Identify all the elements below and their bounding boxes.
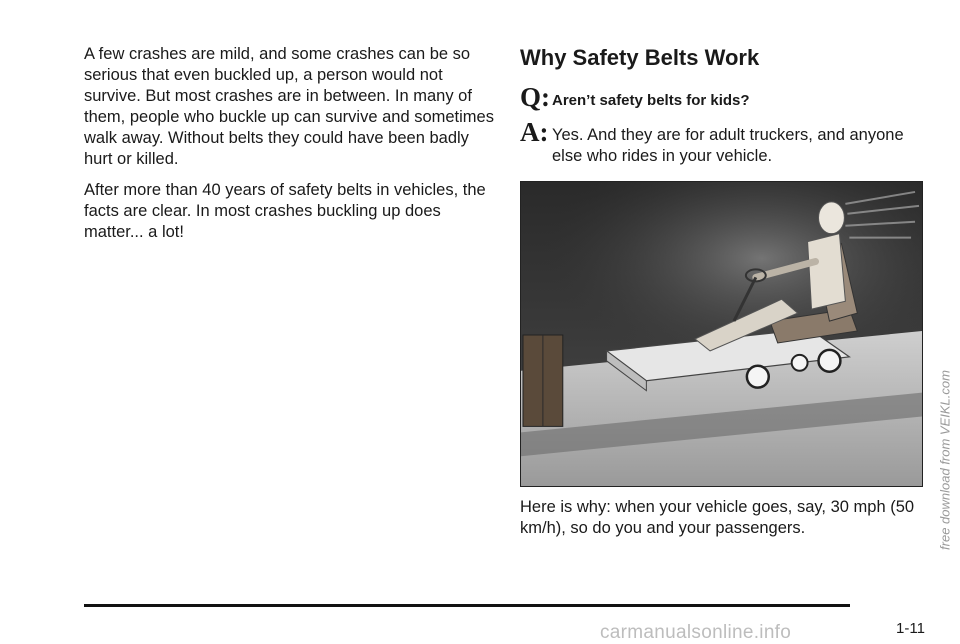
bottom-watermark: carmanualsonline.info <box>600 622 792 643</box>
footer-rule <box>84 604 850 607</box>
question-text: Aren’t safety belts for kids? <box>552 92 750 109</box>
caption-text: Here is why: when your vehicle goes, say, 30 mph (50 km/h), so do you and your passengers. <box>520 498 915 537</box>
side-watermark-text: free download from VEIKL.com <box>937 370 953 550</box>
dummy-head <box>819 202 845 234</box>
paragraph-facts: After more than 40 years of safety belts in vehicles, the facts are clear. In most crashes buckling up does matter... a lot! <box>84 181 486 241</box>
question-marker: Q: <box>520 82 550 112</box>
answer-block <box>520 117 925 167</box>
paragraph-crash-severity: A few crashes are mild, and some crashes can be so serious that even buckled up, a person would not survive. But most crashes are in between. In many of them, people who buckle up can survive and sometimes walk away. Without belts they could have been badly hurt or killed. <box>84 45 494 168</box>
answer-text: Yes. And they are for adult truckers, and anyone else who rides in your vehicle. <box>552 126 904 165</box>
wheel-front-left <box>747 366 769 388</box>
page-number: 1-11 <box>896 620 925 637</box>
crash-test-illustration <box>520 181 923 487</box>
wheel-rear <box>792 355 808 371</box>
dummy-torso <box>808 234 846 310</box>
answer-marker: A: <box>520 117 549 147</box>
wheel-front-right <box>819 350 841 372</box>
section-heading: Why Safety Belts Work <box>520 45 760 70</box>
right-column <box>520 44 925 539</box>
question-block <box>520 82 925 112</box>
side-watermark <box>933 340 957 580</box>
left-column <box>84 44 494 253</box>
